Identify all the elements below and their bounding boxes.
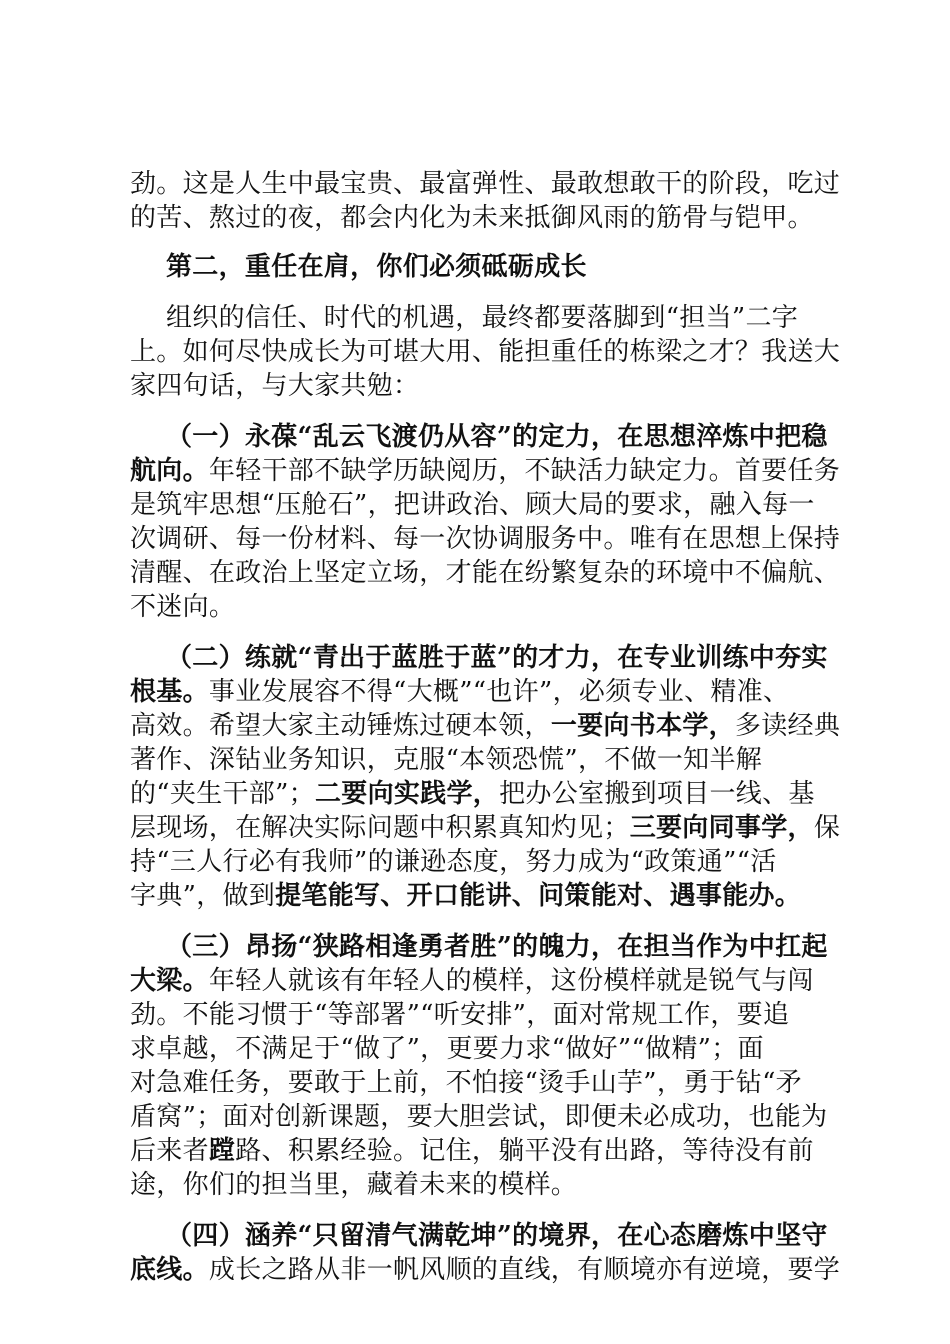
text-span: 保 [813, 813, 841, 843]
text-span: 成长之路从非一帆风顺的直线，有顺境亦有逆境，要学 [208, 1255, 841, 1285]
text-span: 路、积累经验。记住，躺平没有出路，等待没有前 [235, 1136, 814, 1166]
text-line: 次调研、每一份材料、每一次协调服务中。唯有在思想上保持 [130, 524, 841, 554]
text-line: 是筑牢思想“压舱石”，把讲政治、顾大局的要求，融入每一 [130, 490, 815, 520]
bold-span: 提笔能写、开口能讲、问策能对、遇事能办。 [275, 881, 802, 911]
text-line: 持“三人行必有我师”的谦逊态度，努力成为“政策通”“活 [130, 847, 777, 877]
text-line: 家四句话，与大家共勉： [130, 371, 420, 401]
point-title: （四）涵养“只留清气满乾坤”的境界，在心态磨炼中坚守 [166, 1221, 828, 1251]
text-line: 盾窝”；面对创新课题，要大胆尝试，即便未必成功，也能为 [130, 1102, 828, 1132]
text-line: 劲。这是人生中最宝贵、最富弹性、最敢想敢干的阶段，吃过 [130, 169, 841, 199]
point-title-end: 航向。 [130, 456, 209, 486]
text-span: 事业发展容不得“大概”“也许”，必须专业、精准、 [208, 677, 790, 707]
text-line: 劲。不能习惯于“等部署”“听安排”，面对常规工作，要追 [130, 1000, 790, 1030]
text-line [130, 1254, 841, 1286]
text-span: 高效。希望大家主动锤炼过硬本领， [130, 711, 551, 741]
text-span: 层现场，在解决实际问题中积累真知灼见； [130, 813, 630, 843]
bold-span: 蹚 [208, 1136, 236, 1166]
text-line [130, 1135, 830, 1167]
text-line: 求卓越，不满足于“做了”，更要力求“做好”“做精”；面 [130, 1034, 764, 1064]
text-line [130, 880, 830, 912]
text-line: 著作、深钻业务知识，克服“本领恐慌”，不做一知半解 [130, 745, 763, 775]
text-line: 的苦、熬过的夜，都会内化为未来抵御风雨的筋骨与铠甲。 [130, 203, 814, 233]
text-line [130, 778, 830, 810]
point-title: （一）永葆“乱云飞渡仍从容”的定力，在思想淬炼中把稳 [166, 422, 828, 452]
point-title-end: 大梁。 [130, 966, 209, 996]
point-title-end: 根基。 [130, 677, 209, 707]
text-line: 组织的信任、时代的机遇，最终都要落脚到“担当”二字 [166, 303, 799, 333]
bold-span: 二要向实践学， [314, 779, 500, 809]
bold-span: 三要向同事学， [629, 813, 814, 843]
text-span: 字典”，做到 [130, 881, 276, 911]
text-span: 年轻干部不缺学历缺阅历，不缺活力缺定力。首要任务 [208, 456, 841, 486]
text-span: 多读经典 [734, 711, 841, 741]
text-line: 不迷向。 [130, 592, 236, 622]
text-line: 对急难任务，要敢于上前，不怕接“烫手山芋”，勇于钻“矛 [130, 1068, 802, 1098]
text-line [130, 965, 830, 997]
text-line: 途，你们的担当里，藏着未来的模样。 [130, 1170, 578, 1200]
text-span: 的“夹生干部”； [130, 779, 315, 809]
text-span: 后来者 [130, 1136, 209, 1166]
text-line: 清醒、在政治上坚定立场，才能在纷繁复杂的环境中不偏航、 [130, 558, 841, 588]
point-title: （三）昂扬“狭路相逢勇者胜”的魄力，在担当作为中扛起 [166, 932, 828, 962]
text-span: 年轻人就该有年轻人的模样，这份模样就是锐气与闯 [208, 966, 814, 996]
point-title: （二）练就“青出于蓝胜于蓝”的才力，在专业训练中夯实 [166, 643, 828, 673]
bold-span: 一要向书本学， [550, 711, 735, 741]
text-span: 把办公室搬到项目一线、基 [499, 779, 815, 809]
text-line [130, 455, 841, 487]
text-line [130, 676, 830, 708]
text-line: 上。如何尽快成长为可堪大用、能担重任的栋梁之才？我送大 [130, 337, 841, 367]
point-title-end: 底线。 [130, 1255, 209, 1285]
text-line [130, 812, 841, 844]
section-heading: 第二，重任在肩，你们必须砥砺成长 [166, 252, 587, 282]
text-line [130, 710, 841, 742]
